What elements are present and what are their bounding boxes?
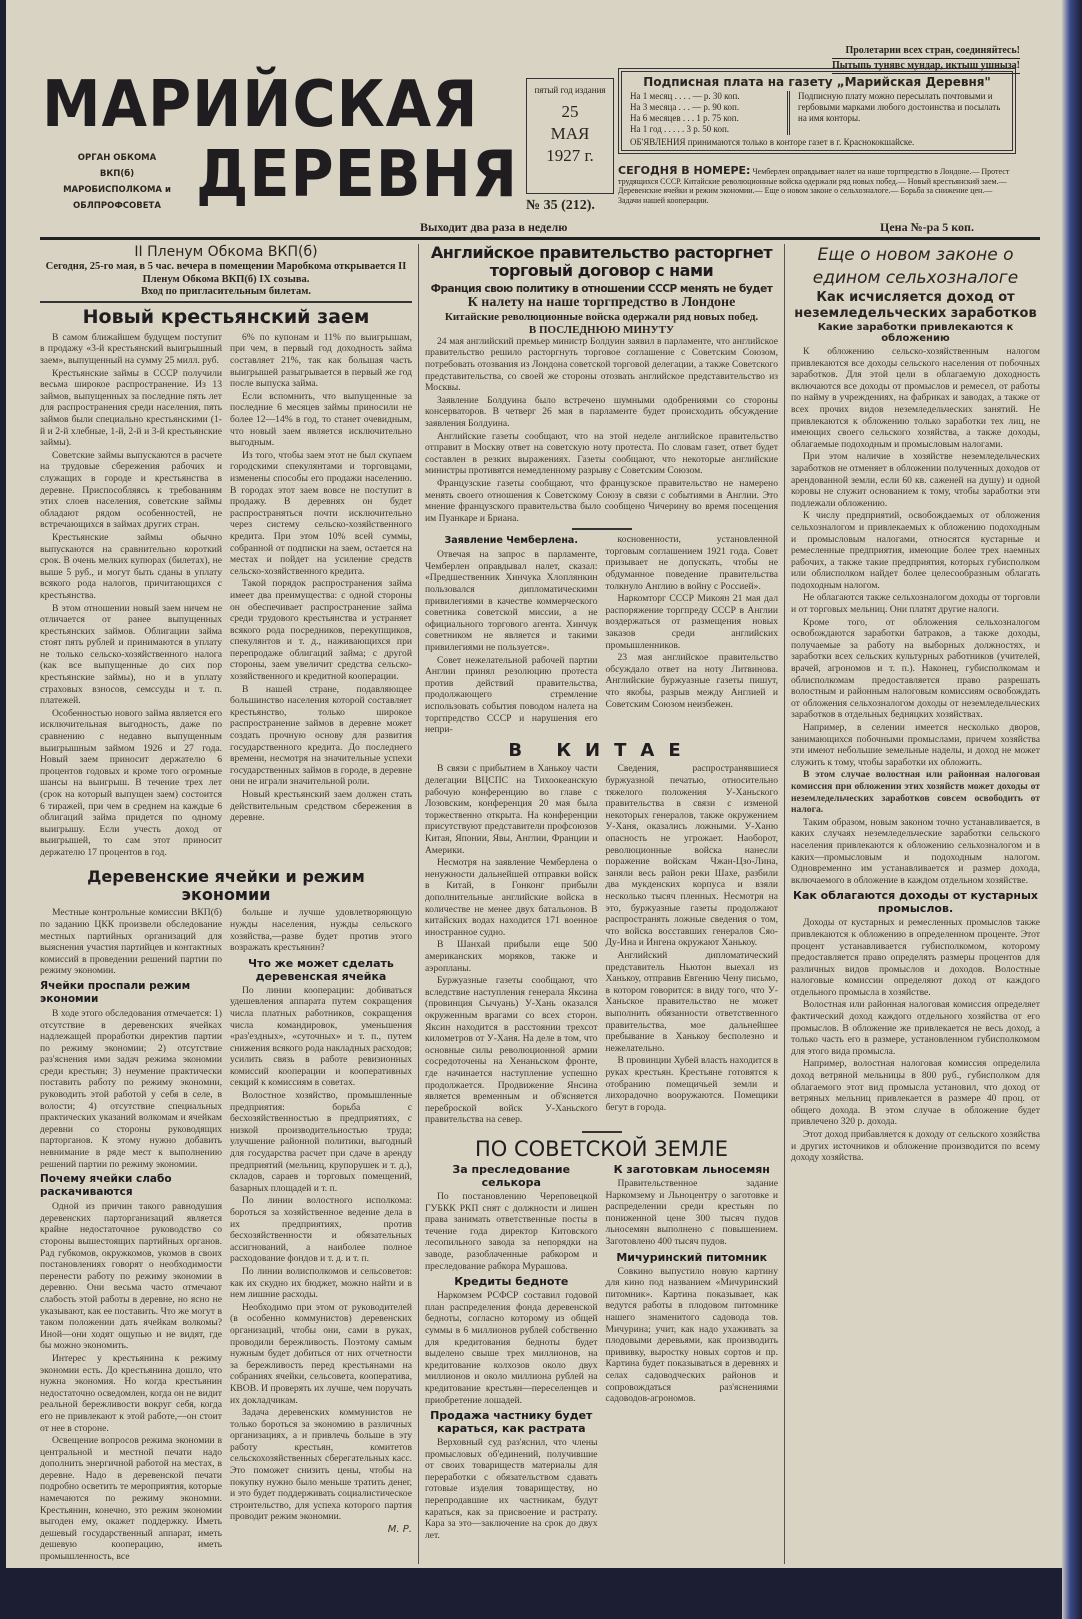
left-column [40,244,418,1564]
paragraph: К числу предприятий, освобождаемых от обложения сельхозналогом и привлекаемых к обложению подоходным и промысловым налогами, относятся кустарные и ремесленные предприятия, имеющие более трех наемных рабочих, а также такие предприятия, которых губисполком или облисполком найдет более целесообразным облагать подоходным налогом. [791,510,1040,591]
page-columns [40,244,1040,1564]
issue-month: МАЯ [550,124,590,143]
paragraph: Интерес у крестьянина к режиму экономии есть. До крестьянина дошло, что нужна экономия. Но когда крестьянин недостаточно осведомлен, когда он не видит реальной бережливости вокруг себя, когда его не привлекают к этой работе,—он стоит от нее в стороне. [40,1352,222,1434]
paragraph: В связи с прибытием в Ханькоу части делегации ВЦСПС на Тихоокеанскую рабочую конференцию во главе с Лозовским, конференция 20 мая была торжественно открыта. На конференции присутствуют представители профсоюзов Китая, Японии, Явы, Англии, Франции и Америки. [425,763,598,856]
issue-day: 25 [561,102,579,121]
paragraph: Совет нежелательной рабочей партии Англии принял резолюцию протеста против действий правительства, продолжающего стремление использовать события поводом налета на торгпредство СССР и нарушения его непри- [425,654,598,736]
chamberlain-article [425,534,778,737]
paragraph: Крестьянские займы в СССР получили весьма широкое распространение. Из 13 займов, выпущенных за последние пять лет для распространения среди населения, пять займов были специально крестьянскими (1-й и 2-й хлебные, 1-й, 2-й и 3-й крестьянские займы). [40,367,222,449]
paragraph: По постановлению Череповецкой ГУБКК РКП снят с должности и лишен права занимать ответственные посты в течение года директор Китовского лесопильного завода за непорядки на заводе, разоблаченные рабкором и преследование рабкора Мурашова. [425,1191,598,1272]
paragraph: Такой порядок распространения займа имеет два преимущества: с одной стороны он обеспечивает распространение займа среди трудового крестьянства и устраняет всякого рода посредников, перекупщиков, спекулянтов и т. д., наживающихся при перепродаже облигаций займа; с другой стороны, заем увеличит средства сельско-хозяйственного и кредитной кооперации. [230,578,412,683]
paragraph: Кроме того, от обложения сельхозналогом освобождаются заработки батраков, а также доходы, получаемые за работу на выборных должностях, и заработки всех сельских культурных работников (учителей, врачей, агрономов и т. п.). Наконец, губисполкомам и облисполкомам предоставляется право разрешать волостным и районным налоговым комиссиям освобождать от обложения сельхозналогом доходы от неземледельческих заработков в отдельных бедняцких хозяйствах. [791,616,1040,721]
england-subheadline: Франция свою политику в отношении СССР менять не будет [430,282,773,295]
paragraph: Отвечая на запрос в парламенте, Чемберлен оправдывал налет, сказал: «Предшественник Хинчука Хлоплянкин пользовался дипломатическими привилегиями в качестве коммерческого советника советской миссии, а не официального торгового агента. Хинчук советником не является и такими привилегиями не пользуется». [425,549,598,654]
tax-subheading: Как облагаются доходы от кустарных промыслов. [792,889,1039,916]
paragraph: Наркомторг СССР Микоян 21 мая дал распоряжение торгпреду СССР в Англии воздержаться от размещения новых заказов среди английских промышленников. [605,593,778,651]
england-headline: Английское правительство расторгнет торговый договор с нами [430,243,773,281]
masthead-rule [40,237,1040,240]
plenum-text: Сегодня, 25-го мая, в 5 час. вечера в помещении Маробкома открывается II Пленум Обкома ВКП(б) IX созыва. [45,261,407,285]
paragraph: Если вспомнить, что выпущенные за последние 6 месяцев займы приносили не более 12—14% в год, то станет очевидным, что новый заем является исключительно выгодным. [230,390,412,449]
subscription-title: Подписная плата на газету „Марийская Деревня" [643,75,991,89]
tax-header [791,244,1040,344]
paragraph: Волостное хозяйство, промышленные предприятия: борьба с бесхозяйственностью в предприятиях, с низкой производительностью труда; улучшение районной политики, выгодный для государства расчет при сдаче в аренду предприятий (мельниц, крупорушек и т. д.), складов, сараев и торговых помещений, базарных площадей и т. п. [230,1090,412,1194]
paragraph: При этом наличие в хозяйстве неземледельческих заработков не отменяет в обложении полученных доходов от арендованной земли, если 60 кв. саженей на душу) и одной коровы не служит основанием к тому, чтобы заработки эти подлежали обложению. [791,451,1040,509]
article-heading: За преследование селькора [452,1163,571,1190]
rate-item: На 1 месяц . . . . — р. 30 коп. [630,91,740,101]
paragraph: Таким образом, новым законом точно устанавливается, в каких случаях неземледельческие заработки сельского населения привлекаются к обложению сельхозналогом и в каких—промысловым и подоходным налогом. Одновременно им устанавливается и размер дохода, включаемого в обложение в каждом отдельном хозяйстве. [791,816,1040,886]
paragraph: В этом отношении новый заем ничем не отличается от ранее выпущенных крестьянских займов. Облигации займа стоят пять рублей и принимаются в уплату не только сельско-хозяйственного налога (как все выпущенные до сих пор крестьянские займы), но и в уплату страховых взносов, семссуды и т. п. платежей. [40,602,222,707]
paragraph: Одной из причин такого равнодушия деревенских парторганизаций является крайне недостаточное руководство со стороны вышестоящих партийных органов. Рад губкомов, окружкомов, укомов в своих постановлениях говорят о необходимости перенести работу по режиму экономии в деревню. Они весьма часто отмечают слабость этой работы в деревне, но ясно не указывают, как ее поставить. Что же могут в таком положении дать ячейкам волкомы? Иной—они ходят ощупью и не видят, где бы можно экономить. [40,1201,222,1352]
paragraph: В нашей стране, подавляющее большинство населения которой составляет крестьянство, только широкое распространение займов в деревне может создать прочную основу для развития государственного кредита. До последнего времени, несмотря на значительные успехи государственных займов в городе, в деревне они не играли значительной роли. [230,683,412,788]
paragraph: Из того, чтобы заем этот не был скупаем городскими спекулянтами и торговцами, изменены способы его продажи населению. В городах этот заем вовсе не поступит в продажу. В деревнях он будет распространяться почти исключительно через систему сельско-хозяйственного кредита. При этом 10% всей суммы, собранной от подписки на заем, остается на местах и пойдет на усиление средств сельско-хозяйственного кредита. [230,449,412,577]
middle-column [418,244,784,1564]
paragraph: Правительственное задание Наркомзему и Льноцентру о заготовке и распределении среди крестьян по пониженной цене 300 тысяч пудов льносемян выполнено с повышением. Заготовлено 400 тысяч пудов. [605,1178,778,1247]
paragraph: В самом ближайшем будущем поступит в продажу «3-й крестьянский выигрышный заем», выпущенный на сумму 25 милл. руб. [40,331,222,367]
divider [40,301,412,303]
paragraph: Буржуазные газеты сообщают, что вследствие наступления генерала Яксина (провинция Сычуань) У-Хань оказался окруженным врагами со всех сторон. Яксин находится в расстоянии трехсот километров от У-Ханя. На деле в том, что основные силы революционной армии сосредоточены на Хенаньском фронте, где начинается наступление успешно продолжается. Продвижение Янсина является временным и об'ясняется переброской войск У-Ханьского правительства на север. [425,975,598,1126]
subscription-rates [630,91,790,135]
soviet-land-headline: ПО СОВЕТСКОЙ ЗЕМЛЕ [474,1136,729,1161]
paragraph: Необходимо при этом от руководителей (в особенно коммунистов) деревенских организаций, чтобы они, сами в руках, проводили бережливость. Поэтому самым нужным будет добиться от них отчетности за бережливость перед крестьянами на собраниях ячейки, сельсовета, кооператива, КВОВ. И проверять их лучше, чем поручать их докладчикам. [230,1301,412,1406]
tax-headline: Еще о новом законе о едином сельхозналоге [812,245,1019,288]
paragraph: Особенностью нового займа является его исключительная выгодность, даже по сравнению с недавно выпущенным выигрышным займом 1926 и 27 года. Новый заем приносит держателю 6 процентов годовых и кроме того огромные шансы на выигрыш. В течение трех лет (срок на который выпущен заем) состоится 6 тиражей, при чем в среднем на каждые 6 облигаций займа придется по одному выигрышу. Если учесть доход от выигрышей, то сам этот приносит держателю 17 процентов в год. [40,707,222,858]
paragraph: В Шанхай прибыли еще 500 американских моряков, также и аэропланы. [425,939,598,974]
article-heading: Мичуринский питомник [616,1250,768,1264]
paragraph: В провинции Хубей власть находится в руках крестьян. Крестьяне готовятся к отобранию помещичьей земли и лихорадочно вооружаются. Помещики бегут в города. [605,1055,778,1113]
paragraph: По линии волисполкомов и сельсоветов: как их скудно их бюджет, можно найти и в нем лишние расходы. [230,1265,412,1301]
china-column-1 [425,763,598,1126]
paragraph: Этот доход прибавляется к доходу от сельского хозяйства и других источников и обложение производится по всему доходу хозяйства. [791,1129,1040,1164]
loan-column-2 [230,332,412,860]
paragraph: Например, волостная налоговая комиссия определила доход ветряной мельницы в 800 руб., губисполком для облагаемого этот вид промысла установил, что доход от ветряных мельниц привлекается в размере 40 проц. от общего дохода. В этом случае в обложение будет привлечено 320 р. дохода. [791,1058,1040,1128]
article-heading: К заготовкам льносемян [613,1163,770,1177]
rate-item: На 6 месяцев . . . 1 р. 75 коп. [630,113,739,123]
soviet-column-1 [425,1163,598,1542]
plenum-notice [40,244,412,297]
subscription-note: Подписную плату можно пересылать почтовыми и гербовыми марками любого достоинства и посылать на имя конторы. [798,91,1001,123]
newspaper-title-line1: МАРИЙСКАЯ [42,68,479,142]
right-column [784,244,1040,1564]
cells-headline: Деревенские ячейки и режим экономии [87,866,365,904]
paragraph: Крестьянские займы обычно выпускаются на сравнительно короткий срок. В очень мелких купюрах (билетах), не выше 5 руб., и могут быть сданы в уплату всякого рода налогов, причитающихся с крестьянства. [40,531,222,601]
paragraph: Доходы от кустарных и ремесленных промыслов также привлекаются к обложению в определенном проценте. Этот процент устанавливается губисполкомом, которому предоставляется право определять размеры процентов для различных видов промыслов и доходов. Волостные налоговые комиссии определяют доход от каждого отдельного промысла в хозяйстве. [791,917,1040,998]
paragraph: В ходе этого обследования отмечается: 1) отсутствие в деревенских ячейках надлежащей проработки директив партии по режиму экономии; 2) отсутствие раз'яснения ими задач режима экономии среди крестьян; 3) неумение практически поставить работу по режиму экономии, руководить этой работой у себя в селе, в волости; 4) отсутствие специальных практических указаний волкомам и ячейкам деревни со стороны руководящих парторганов. К этому нужно добавить невнимание в ряде мест к выполнению решений партии по режиму экономии. [40,1007,222,1170]
paragraph: Новый крестьянский заем должен стать действительным средством сбережения в деревне. [230,789,412,824]
scan-edge [1062,0,1082,1619]
issue-year: 1927 г. [546,146,594,165]
tax-subheadline: Как исчисляется доход от неземледельческих заработков [794,290,1037,321]
china-article [425,763,778,1126]
paragraph: Английский дипломатический представитель Ньютон выехал из Ханькоу, отправив Евгению Чену письмо, в котором говорится: в виду того, что У-Ханьское правительство не может выполнить обязанности ответственного правительства, мое дальнейшее пребывание в Ханькоу бесполезно и нежелательно. [605,949,778,1054]
chamberlain-heading: Заявление Чемберлена. [444,535,578,547]
paragraph: Например, в селении имеется несколько дворов, занимающихся побочными промыслами, причем хозяйства эти имеют небольшие земельные наделы, и доход не может служить к тому, чтобы заработки их обложить. [791,722,1040,768]
paragraph: 6% по купонам и 11% по выигрышам, при чем, в первый год доходность займа составляет 21%, так как большая часть выигрышей разыгрывается в первый же год после выпуска займа. [230,331,412,390]
loan-column-1 [40,332,222,860]
today-text: Чемберлен оправдывает налет на наше торгпредство в Лондоне.— Протест трудящихся СССР. Китайские революционные войска одержали ряд новых побед.— Новый крестьянский заем.— Деревенские ячейки и режим экономии.— Еще о новом законе о сельхозналоге.— Борьба за снижение цен.— Задачи нашей кооперации. [618,167,1010,205]
paragraph: Освещение вопросов режима экономии в центральной и местной печати надо дополнить энергичной работой на местах, в деревне. Надо в деревенской печати подробно осветить те мероприятия, которые намечаются по режиму экономии. Крестьянин, конечно, это режим экономии выгоден ему, окажет поддержку. Иметь дешевый государственный аппарат, иметь дешевую кооперацию, иметь промышленность, все [40,1435,222,1563]
year-of-publication: пятый год издания [534,85,606,95]
cells-subheading: Почему ячейки слабо раскачиваются [40,1173,172,1199]
paragraph: Несмотря на заявление Чемберлена о ненужности дальнейшей отправки войск в Китай, в Гонконг прибыли дополнительные английские войска в количестве не менее двух батальонов. В китайских водах находится 171 военное иностранное судно. [425,857,598,938]
paragraph: Английские газеты сообщают, что на этой неделе английское правительство отправит в Москву ответ на советскую ноту протеста. По словам газет, ответ будет составлен в резких выражениях. Газеты сообщают, что некоторые английские министры противятся немедленному разрыву с Советским Союзом. [425,430,778,477]
issue-number: № 35 (212). [526,198,595,213]
frequency: Выходит два раза в неделю [420,220,568,234]
plenum-title: II Пленум Обкома ВКП(б) [134,244,318,260]
cells-article [40,907,412,1563]
paragraph: Волостная или районная налоговая комиссия определяет фактический доход каждого отдельного хозяйства от его промыслов. В обложение же привлекается не весь доход, а только часть его в размере, установленном губисполкомом для этого вида промысла. [791,999,1040,1057]
paragraph: Верховный суд раз'яснил, что члены промысловых об'единений, получившие от своих товариществ материалы для переработки с обязательством сдавать готовые изделия товариществу, но перепродавшие их частникам, будут караться, как за присвоение и растрату. Кара за это—заключение на срок до двух лет. [425,1437,598,1541]
plenum-entry: Вход по пригласительным билетам. [141,286,311,297]
paragraph: По линии кооперации: добиваться удешевления аппарата путем сокращения числа платных работников, сокращения числа командировок, уменьшения «раз'ездных», «суточных» и т. п., путем снижения всякого рода накладных расходов; усилить связь в работе ревизионных комиссий кооперации и кооперативных секций к комиссиям в советах. [230,984,412,1089]
today-label: СЕГОДНЯ В НОМЕРЕ: [618,164,751,177]
article-heading: Продажа частнику будет караться, как растрата [430,1409,593,1436]
today-in-issue [618,166,1016,205]
paragraph: 23 мая английское правительство обсуждало ответ на ноту Литвинова. Английские буржуазные газеты пишут, что якобы, разрыв между Англией и Советским Союзом неизбежен. [605,652,778,710]
date-box [526,78,614,194]
england-text [425,336,778,525]
subscription-box [618,68,1016,154]
paragraph: 24 мая английский премьер министр Болдуин заявил в парламенте, что английское правительство решило расторгнуть торговое соглашение с Советским Союзом, потребовать отозвания из Лондона советской торговой делегации, а также Советского представительства, со своей же стороны отозвать английское представительство из Москвы. [425,335,778,394]
paragraph: К обложению сельско-хозяйственным налогом привлекаются все доходы сельского населения от побочных заработков. Для этой цели в облагаемую доходность включаются все доходы от промыслов и ремесел, от работы по найму в учреждениях, на фабриках и заводах, а также от всех прочих видов неземледельческих занятий. Не привлекаются к обложению только заработки тех лиц, не имеющих своего сельского хозяйства, а также доходы, облагаемые подоходным и промысловым налогами. [791,346,1040,450]
paragraph: Наркомзем РСФСР составил годовой план распределения фонда деревенской бедноты, согласно которому из общей суммы в 6 миллионов рублей собственно для кредитования бедноты будет выделено свыше трех миллионов, на кредитование колхозов около двух миллионов и около миллиона рублей на кредитование крестьян—переселенцев и приобретение лошадей. [425,1290,598,1406]
paragraph: больше и лучше удовлетворяющую нужды населения, нужды сельского хозяйства,—разве будет против этого возражать крестьянин? [230,907,412,954]
newspaper-title-line2: ДЕРЕВНЯ [196,138,518,212]
chamberlain-column-2 [606,534,779,737]
england-subheadline: К налету на наше торгпредство в Лондоне [467,294,736,310]
loan-article [40,332,412,860]
article-heading: Кредиты бедноте [454,1275,569,1289]
china-headline: В КИТАЕ [508,739,695,761]
england-subheadline: Китайские революционные войска одержали ряд новых побед. [444,310,759,323]
paragraph: Местные контрольные комиссии ВКП(б) по заданию ЦКК произвели обследование местных партийных организаций для выяснения участия партийцев и контактных комиссий в проведении решений партии по режиму экономии. [40,907,222,977]
chamberlain-column-1 [425,534,598,737]
paragraph: Французские газеты сообщают, что французское правительство не намерено менять своего отношения к Советскому Союзу в связи с событиями в Англии. Это мнение французского правительства было сообщено Чичерину во время посещения им Пуанкаре и Бриана. [425,477,778,524]
cells-subheading: Что же может сделать деревенская ячейка [248,956,394,983]
paragraph: Советские займы выпускаются в расчете на трудовые сбережения рабочих и служащих в городе и крестьянства в деревне. Приспособляясь к требованиям этих слоев населения, советские займы обладают рядом особенностей, не встречающихся в займах других стран. [40,449,222,531]
rate-item: На 3 месяца . . . — р. 90 коп. [630,102,740,112]
divider [572,528,632,530]
motto-russian: Пролетарии всех стран, соединяйтесь! [832,44,1020,59]
paragraph: В этом случае волостная или районная налоговая комиссия при обложении этих хозяйств может доходы от неземледельческих заработков совсем освободить от налога. [791,769,1040,816]
paragraph: Сведения, распространявшиеся буржуазной печатью, относительно тяжелого положения У-Ханьского правительства в связи с изменой некоторых генералов, также окружением У-Ханя, оказались ложными. У-Ханю опасность не угрожает. Наоборот, революционные войска нанесли поражение войскам Чжан-Цзо-Лина, заняли весь район реки Шахе, разбили два мукденских корпуса и взяли несколько тысяч пленных. Несмотря на это, буржуазные газеты продолжают распространять ложные сведения о том, что войска восставших генералов Сяо-Ду-Ина и Ингена окружают Ханькоу. [605,763,778,949]
tax-text [791,346,1040,1164]
rate-item: На 1 год . . . . . 3 р. 50 коп. [630,124,730,134]
tax-subheadline: Какие заработки привлекаются к обложению [817,322,1014,344]
paragraph: Не облагаются также сельхозналогом доходы от торговли и от торговых мельниц. Они платят другие налоги. [791,592,1040,616]
paragraph: косновенности, установленной торговым соглашением 1921 года. Совет призывает не допускать, чтобы не обдуманное поведение правительства толкнуло Англию в войну с Россией». [605,534,778,592]
soviet-column-2 [606,1163,779,1542]
england-header [425,244,778,336]
motto-mari: Пытыпь тунявс мундар, иктыш ушныза! [832,59,1020,74]
ads-note: ОБ'ЯВЛЕНИЯ принимаются только в конторе газет в г. Краснококшайске. [630,137,915,147]
price: Цена №-ра 5 коп. [880,220,974,234]
organ-label: ОРГАН ОБКОМА ВКП(б) МАРОБИСПОЛКОМА и ОБЛПРОФСОВЕТА [63,153,171,211]
cells-subheading: Ячейки проспали режим экономии [40,979,191,1005]
soviet-article [425,1163,778,1542]
paragraph: Совкино выпустило новую картину для кино под названием «Мичуринский питомник». Картина показывает, как ведутся работы в плодовом питомнике нашего знаменитого садовода тов. Мичурина; учит, как надо ухаживать за плодовыми деревьями, как производить прививку, выростку новых сортов и пр. Картина будет показываться в деревнях и селах садоводческих районов и сопровождаться раз'яснениями садоводов-агрономов. [605,1265,778,1405]
signature: М. Р. [387,1524,412,1536]
paragraph: Заявление Болдуина было встречено шумными одобрениями со стороны консерваторов. В четверг 26 мая в парламенте будет происходить обсуждение заявления Болдуина. [425,394,778,429]
paragraph: По линии волостного исполкома: бороться за хозяйственное ведение дела в их предприятиях, против бесхозяйственности и обязательных ассигнований, а наиболее полное расходование фондов и т. д. и т. п. [230,1195,412,1265]
divider [582,1131,622,1133]
china-column-2 [606,763,779,1126]
last-minute-label: В ПОСЛЕДНЮЮ МИНУТУ [528,323,675,336]
cells-column-2 [230,907,412,1563]
cells-column-1 [40,907,222,1563]
paragraph: Задача деревенских коммунистов не только бороться за экономию в различных организациях, а и привлечь больше в эту работу крестьян, комитетов сельскохозяйственных сберегательных касс. Это поможет снизить цены, чтобы на покупку нужно было меньше тратить денег, и это будет поддерживать социалистическое строительство, для успеха которого партия проводит режим экономии. [230,1407,412,1523]
loan-headline: Новый крестьянский заем [82,306,370,328]
